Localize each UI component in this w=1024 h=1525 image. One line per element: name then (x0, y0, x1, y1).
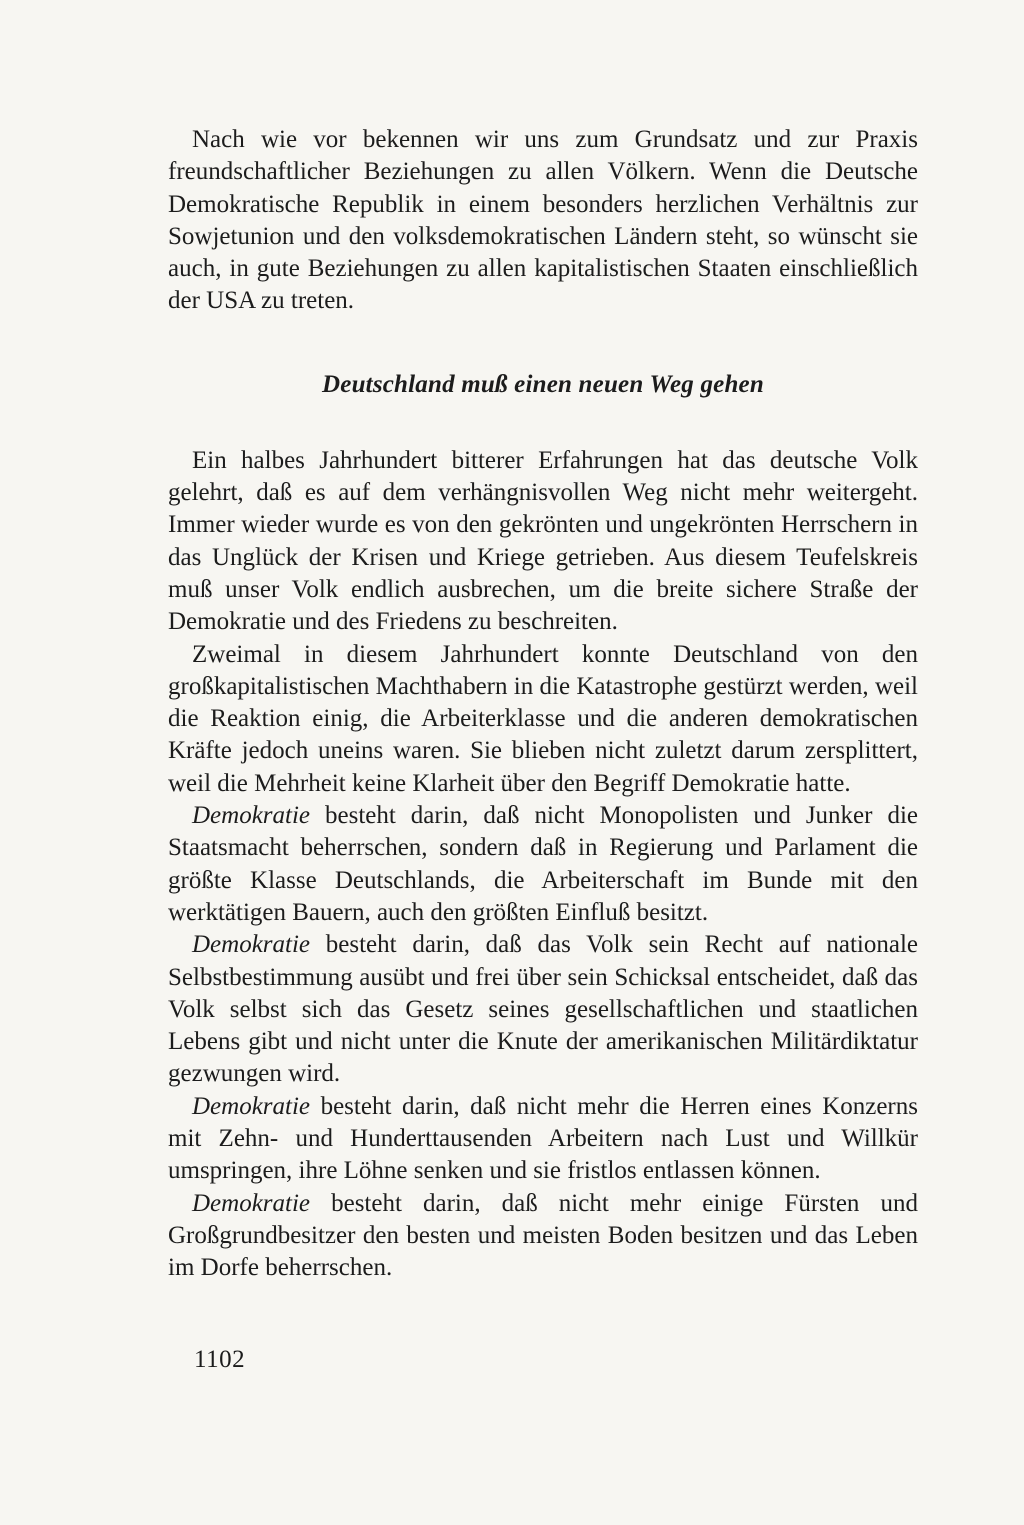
paragraph-democracy-1 (168, 800, 918, 929)
page-number: 1102 (194, 1346, 246, 1373)
page-body (168, 124, 918, 1285)
paragraph-text: besteht darin, daß nicht mehr einige Fürsten und Großgrundbesitzer den besten und meisten Boden besitzen und das Leben im Dorfe beherrschen. (168, 1189, 918, 1282)
paragraph-democracy-3 (168, 1091, 918, 1188)
paragraph-text: besteht darin, daß nicht mehr die Herren eines Konzerns mit Zehn- und Hunderttausenden Arbeitern nach Lust und Willkür umspringen, ihre Löhne senken und sie fristlos entlassen können. (168, 1092, 918, 1185)
paragraph-experience: Ein halbes Jahrhundert bitterer Erfahrungen hat das deutsche Volk gelehrt, daß es auf dem verhängnisvollen Weg nicht mehr weitergeht. Immer wieder wurde es von den gekrönten und ungekrönten Herrschern in das Unglück der Krisen und Kriege getrieben. Aus diesem Teufelskreis muß unser Volk endlich ausbrechen, um die breite sichere Straße der Demokratie und des Friedens zu beschreiten. (168, 446, 918, 636)
emphasis-term: Demokratie (192, 1189, 311, 1217)
paragraph-text: besteht darin, daß nicht Monopolisten und Junker die Staatsmacht beherrschen, sondern daß in Regierung und Parlament die größte Klasse Deutschlands, die Arbeiterschaft im Bunde mit den werktätigen Bauern, auch den größten Einfluß besitzt. (168, 802, 918, 926)
emphasis-term: Demokratie (192, 931, 311, 959)
emphasis-term: Demokratie (192, 1092, 311, 1120)
paragraph-democracy-2 (168, 929, 918, 1090)
paragraph-democracy-4 (168, 1188, 918, 1285)
paragraph-friendship: Nach wie vor bekennen wir uns zum Grundsatz und zur Praxis freundschaftlicher Beziehungen zu allen Völkern. Wenn die Deutsche Demokratische Republik in einem besonders herzlichen Verhältnis zur Sowjetunion und den volksdemokratischen Ländern steht, so wünscht sie auch, in gute Beziehungen zu allen kapitalistischen Staaten einschließlich der USA zu treten. (168, 126, 918, 315)
emphasis-term: Demokratie (192, 802, 311, 830)
section-heading: Deutschland muß einen neuen Weg gehen (322, 370, 764, 398)
paragraph-twice: Zweimal in diesem Jahrhundert konnte Deutschland von den großkapitalistischen Machthabern in die Katastrophe gestürzt werden, weil die Reaktion einig, die Arbeiterklasse und die anderen demokratischen Kräfte jedoch uneins waren. Sie blieben nicht zuletzt darum zersplittert, weil die Mehrheit keine Klarheit über den Begriff Demokratie hatte. (168, 640, 918, 797)
paragraph-text: besteht darin, daß das Volk sein Recht auf nationale Selbstbestimmung ausübt und frei über sein Schicksal entscheidet, daß das Volk selbst sich das Gesetz seines gesellschaftlichen und staatlichen Lebens gibt und nicht unter die Knute der amerikanischen Militärdiktatur gezwungen wird. (168, 931, 918, 1088)
